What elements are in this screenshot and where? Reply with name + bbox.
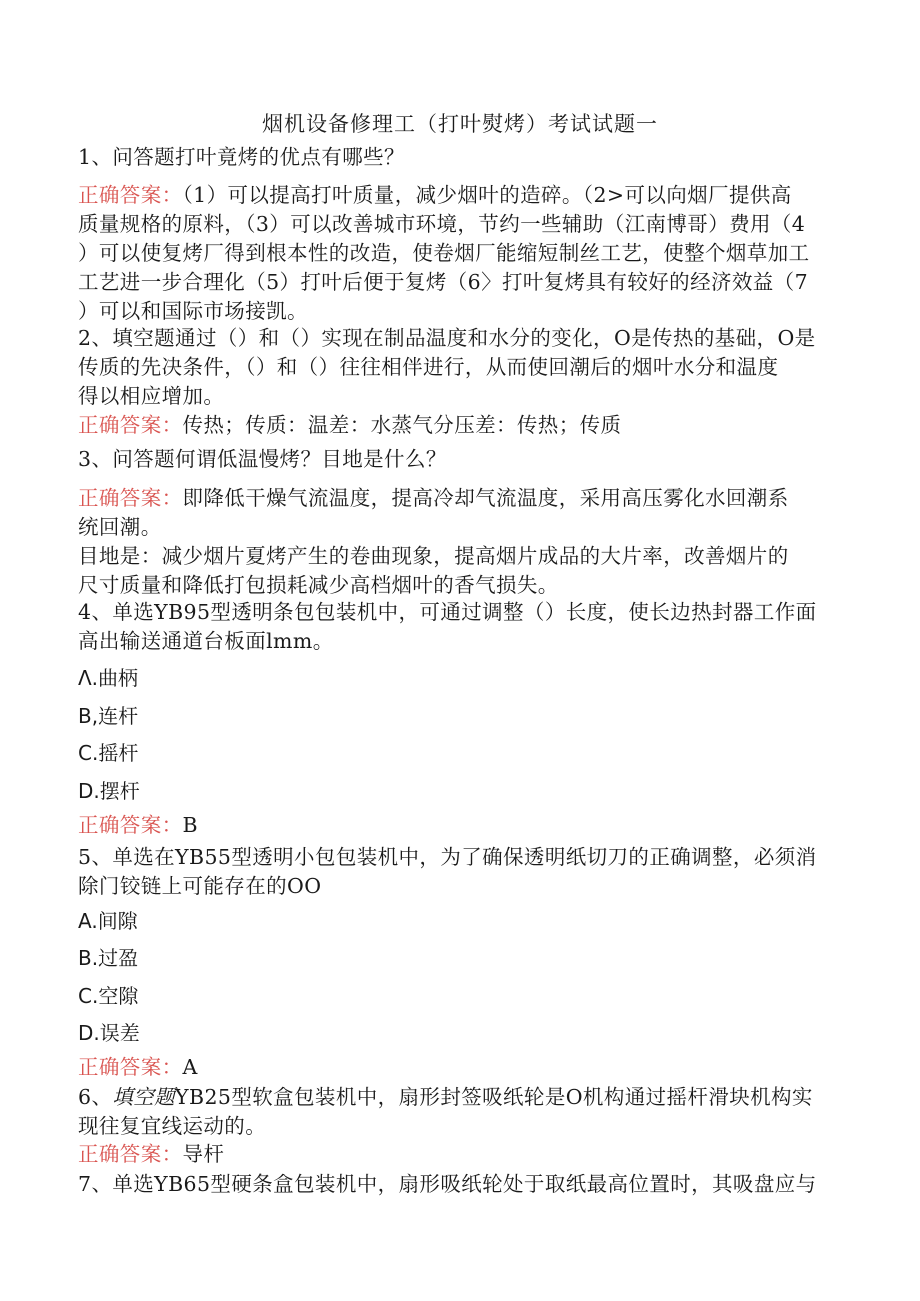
answer-label: 正确答案：	[78, 1055, 183, 1079]
answer-label: 正确答案：	[78, 413, 183, 437]
question-4: 4、单选YB95型透明条包包装机中，可通过调整（）长度，使长边热封器工作面 高出输送通道台板面lmm。	[78, 600, 817, 653]
answer-6: 正确答案：导杆	[78, 1142, 225, 1166]
question-2: 2、填空题通过（）和（）实现在制品温度和水分的变化，O是传热的基础，O是 传质的先决条件，（）和（）往往相伴进行，从而使回潮后的烟叶水分和温度 得以相应增加。	[78, 326, 816, 408]
option-a: A.间隙	[78, 909, 138, 933]
question-7: 7、单选YB65型硬条盒包装机中，扇形吸纸轮处于取纸最高位置时，其吸盘应与	[78, 1172, 817, 1196]
answer-label: 正确答案：	[78, 1142, 183, 1166]
option-b: B.过盈	[78, 946, 139, 970]
answer-2: 正确答案：传热；传质：温差：水蒸气分压差：传热；传质	[78, 413, 622, 437]
answer-label: 正确答案：	[78, 486, 183, 510]
answer-5: 正确答案：A	[78, 1055, 198, 1079]
answer-4: 正确答案：B	[78, 813, 198, 837]
question-5: 5、单选在YB55型透明小包包装机中，为了确保透明纸切刀的正确调整，必须消 除门铰链上可能存在的OO	[78, 845, 817, 898]
question-1: 1、问答题打叶竟烤的优点有哪些？	[78, 145, 405, 169]
answer-label: 正确答案：	[78, 183, 183, 207]
document-title: 烟机设备修理工（打叶熨烤）考试试题一	[262, 112, 658, 136]
option-a: Λ.曲柄	[78, 666, 139, 690]
answer-1: 正确答案：（1）可以提高打叶质量，减少烟叶的造碎。（2>可以向烟厂提供高 质量规格的原料，（3）可以改善城市环境，节约一些辅助（江南博哥）费用（4 ）可以使复烤厂得到根本性的改造，使卷烟厂能缩短制丝工艺，使整个烟草加工 工艺进一步合理化（5）打叶后便于复烤（6〉打叶复烤具有较好的经济效益（7 ）可以和国际市场接凯。	[78, 183, 810, 323]
option-d: D.摆杆	[78, 779, 140, 803]
question-3: 3、问答题何谓低温慢烤？目地是什么？	[78, 447, 447, 471]
option-c: C.摇杆	[78, 741, 139, 765]
answer-3: 正确答案：即降低干燥气流温度，提高冷却气流温度，采用高压雾化水回潮系 统回潮。 目地是：减少烟片夏烤产生的卷曲现象，提高烟片成品的大片率，改善烟片的 尺寸质量和降低打包损耗减少高档烟叶的香气损失。	[78, 486, 789, 597]
option-b: B,连杆	[78, 704, 139, 728]
option-d: D.误差	[78, 1021, 140, 1045]
question-6: 6、填空题YB25型软盒包装机中，扇形封签吸纸轮是O机构通过摇杆滑块机构实 现往复宜线运动的。	[78, 1085, 813, 1138]
option-c: C.空隙	[78, 984, 139, 1008]
answer-label: 正确答案：	[78, 813, 183, 837]
